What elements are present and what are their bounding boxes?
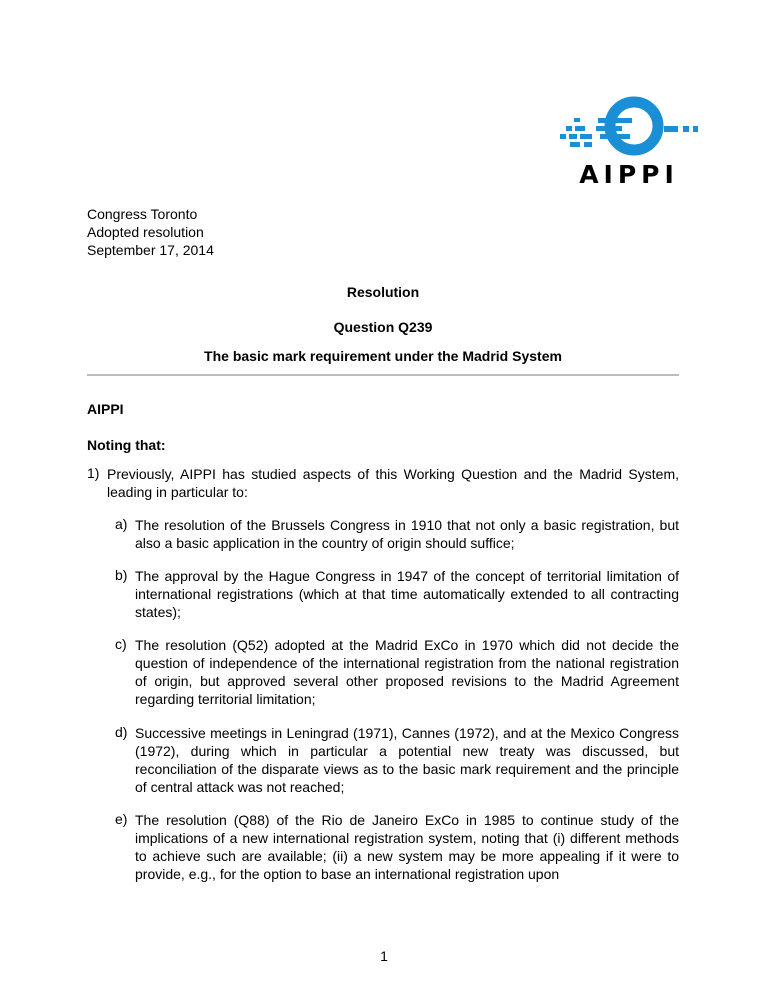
resolution-heading: Resolution: [346, 284, 420, 300]
document-date: September 17, 2014: [87, 242, 214, 258]
subitem-label: e): [115, 811, 128, 827]
congress-name: Congress Toronto: [87, 206, 198, 222]
item-number: 1): [87, 465, 100, 481]
document-title: The basic mark requirement under the Madrid System: [204, 348, 562, 364]
subitem-label: a): [115, 516, 128, 532]
document-meta: [87, 205, 214, 259]
subitem-text: The approval by the Hague Congress in 1947 of the concept of territorial limitation of international registrations (which at that time automatically extended to all contracting states);: [135, 568, 679, 620]
subitem-text: The resolution of the Brussels Congress in 1910 that not only a basic registration, but also a basic application in the country of origin should suffice;: [135, 517, 679, 551]
logo-wordmark: AIPPI: [579, 160, 679, 188]
subitem-text: The resolution (Q88) of the Rio de Janeiro ExCo in 1985 to continue study of the implications of a new international registration system, noting that (i) different methods to achieve such are available; (ii) a new system may be more appealing if it were to provide, e.g., for the option to base an international registration upon: [135, 812, 679, 882]
logo-center-bars-icon: [596, 118, 632, 139]
subitem-label: c): [115, 636, 127, 652]
aippi-logo: [556, 92, 702, 188]
question-heading: Question Q239: [333, 319, 433, 335]
subitem-text: Successive meetings in Leningrad (1971), Cannes (1972), and at the Mexico Congress (1972), during which in particular a potential new treaty was discussed, but reconciliation of the disparate views as to the basic mark requirement and the principle of central attack was not reached;: [135, 725, 679, 795]
document-status: Adopted resolution: [87, 224, 204, 240]
title-divider: [87, 374, 679, 376]
organization-label: AIPPI: [87, 401, 124, 417]
page-number: 1: [380, 948, 388, 964]
subitem-label: d): [115, 724, 128, 740]
item-text: Previously, AIPPI has studied aspects of this Working Question and the Madrid System, leading in particular to:: [107, 466, 679, 500]
noting-heading: Noting that:: [87, 437, 166, 453]
subitem-label: b): [115, 567, 128, 583]
subitem-text: The resolution (Q52) adopted at the Madrid ExCo in 1970 which did not decide the question of independence of the international registration from the national registration of origin, but approved several other proposed revisions to the Madrid Agreement regarding territorial limitation;: [135, 637, 679, 707]
